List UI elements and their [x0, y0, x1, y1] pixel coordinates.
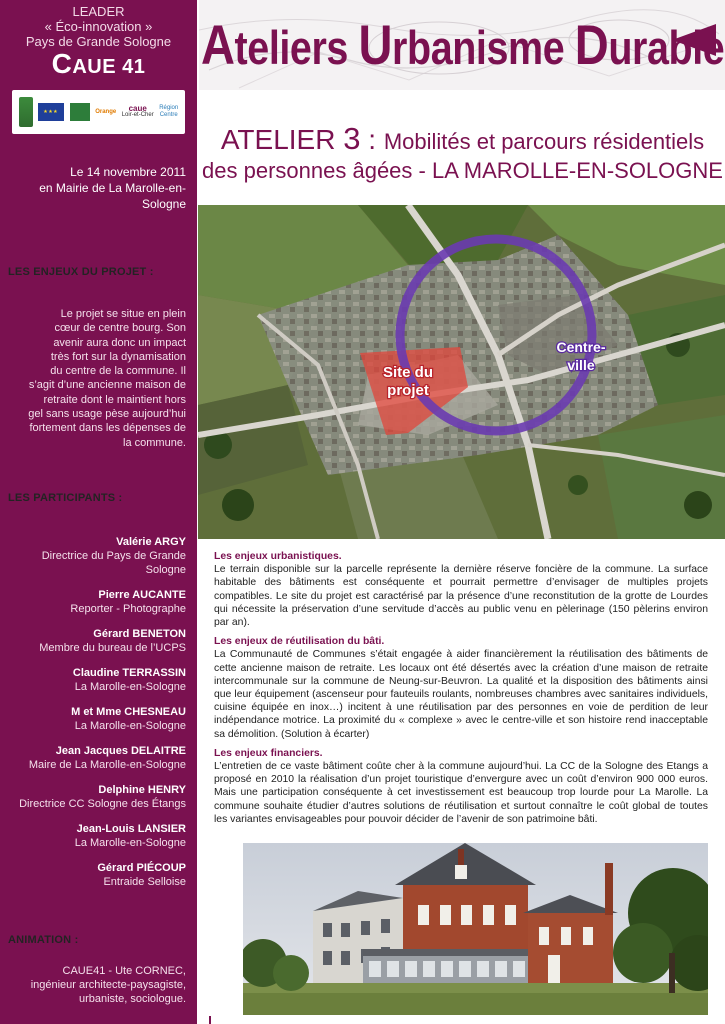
building-photo	[243, 843, 708, 1015]
section-text: La Communauté de Communes s’était engagée à aider financièrement la réutilisation des bâtiments de cette ancienne maison de retraite. Les locaux ont été désertés avec la création d’une maison de retraite intercommunale sur la commune de Neung-sur-Beuvron. La qualité et la disposition des bâtiments ainsi que leur équipement (ascenseur pour fauteuils roulants, nombreuses chambres avec sanitaires individuels, cuisine équipée en inox…) incitent à une réutilisation par des personnes en voie de perdition de leur indépendance motrice. La proximité du « complexe » avec le centre-ville et son histoire rend inacceptable sa démolition. (Solution à écarter)	[214, 649, 708, 740]
enjeux-text: Le projet se situe en plein cœur de centre bourg. Son avenir aura donc un impact très fort sur la dynamisation du centre de la commune. Il s’agit d’une ancienne maison de retraite dont le maintient hors gel sans usage pèse aujourd’hui fortement dans les dépenses de la commune.	[28, 308, 186, 449]
section-text: Le terrain disponible sur la parcelle représente la dernière réserve foncière de la commune. La surface habitable des bâtiments est conséquente et pourrait permettre d’envisager de multiples projets compatibles. Le site du projet est caractérisé par la présence d’une reconstitution de la grotte de Lourdes qui nécessite la préservation d’une servitude d’accès au public venu en pèlerinage (150 pèlerins environ par an).	[214, 564, 708, 629]
partner-logos	[12, 90, 185, 134]
participants-heading: LES PARTICIPANTS :	[8, 492, 123, 504]
section-financiers	[214, 747, 708, 826]
footer-strip	[197, 1016, 725, 1024]
main-content	[214, 550, 708, 832]
header-arrow-icon	[672, 24, 716, 56]
participant: Pierre AUCANTE Reporter - Photographe	[70, 589, 186, 615]
section-title: Les enjeux urbanistiques.	[214, 551, 342, 562]
brand-pays: Pays de Grande Sologne	[25, 34, 172, 49]
brand-eco-innovation: « Éco-innovation »	[44, 19, 153, 34]
caue-logo: caue Loir-et-Cher	[121, 104, 154, 118]
page-title: Ateliers Urbanisme Durable	[201, 13, 725, 76]
enjeux-heading: LES ENJEUX DU PROJET :	[8, 266, 154, 278]
map-label-site-1: Site du	[382, 364, 434, 381]
leader-logo	[19, 97, 33, 127]
participant: Claudine TERRASSIN La Marolle-en-Sologne	[72, 667, 186, 693]
brand-caue: CAUE 41	[51, 48, 146, 79]
meeting-date: Le 14 novembre 2011 en Mairie de La Marolle-en- Sologne	[39, 165, 186, 211]
participant: Jean Jacques DELAITRE Maire de La Marolle-en-Sologne	[28, 745, 186, 771]
eu-flag-logo	[38, 103, 64, 121]
atelier-title: ATELIER 3 : Mobilités et parcours résidentiels des personnes âgées - LA MAROLLE-EN-SOLOGNE	[202, 121, 723, 183]
map-label-centre-1: Centre-	[556, 339, 606, 355]
participant: Valérie ARGY Directrice du Pays de Grande Sologne	[41, 536, 186, 576]
map-label-site-2: projet	[387, 382, 429, 399]
animation-text: CAUE41 - Ute CORNEC, ingénieur architecte-paysagiste, urbaniste, sociologue.	[30, 965, 186, 1005]
footer-tick	[209, 1016, 211, 1024]
section-title: Les enjeux financiers.	[214, 747, 323, 759]
brand-leader: LEADER	[72, 4, 125, 19]
region-centre-logo: Région Centre	[159, 105, 179, 118]
participant: Jean-Louis LANSIER La Marolle-en-Sologne	[74, 823, 186, 849]
map-label-centre-2: ville	[567, 357, 595, 373]
brand-block	[0, 4, 197, 82]
animation-heading: ANIMATION :	[8, 934, 79, 946]
orange-logo: Orange	[95, 108, 117, 115]
section-reutilisation	[214, 635, 708, 741]
aerial-map	[198, 205, 725, 539]
sidebar	[0, 0, 197, 1024]
agriculture-logo	[70, 103, 90, 121]
participant: Gérard BENETON Membre du bureau de l’UCPS	[39, 628, 186, 654]
participant: Delphine HENRY Directrice CC Sologne des Étangs	[19, 784, 186, 810]
section-text: L’entretien de ce vaste bâtiment coûte cher à la commune aujourd’hui. La CC de la Sologne des Etangs a proposé en 2010 la réalisation d’un projet touristique d’envergure avec un coût d’environ 900 000 euros. Mais une participation conséquente à cet investissement est beaucoup trop lourde pour La Marolle. La commune souhaite étudier d’autres solutions de réutilisation et surtout connaître le coût global de toutes les variantes envisageables pour pouvoir décider de l’avenir de son patrimoine bâti.	[214, 761, 708, 825]
participants-list	[10, 535, 186, 900]
participant: M et Mme CHESNEAU La Marolle-en-Sologne	[71, 706, 186, 732]
section-title: Les enjeux de réutilisation du bâti.	[214, 636, 385, 648]
section-urbanistiques	[214, 550, 708, 629]
participant: Gérard PIÉCOUP Entraide Selloise	[97, 862, 186, 888]
